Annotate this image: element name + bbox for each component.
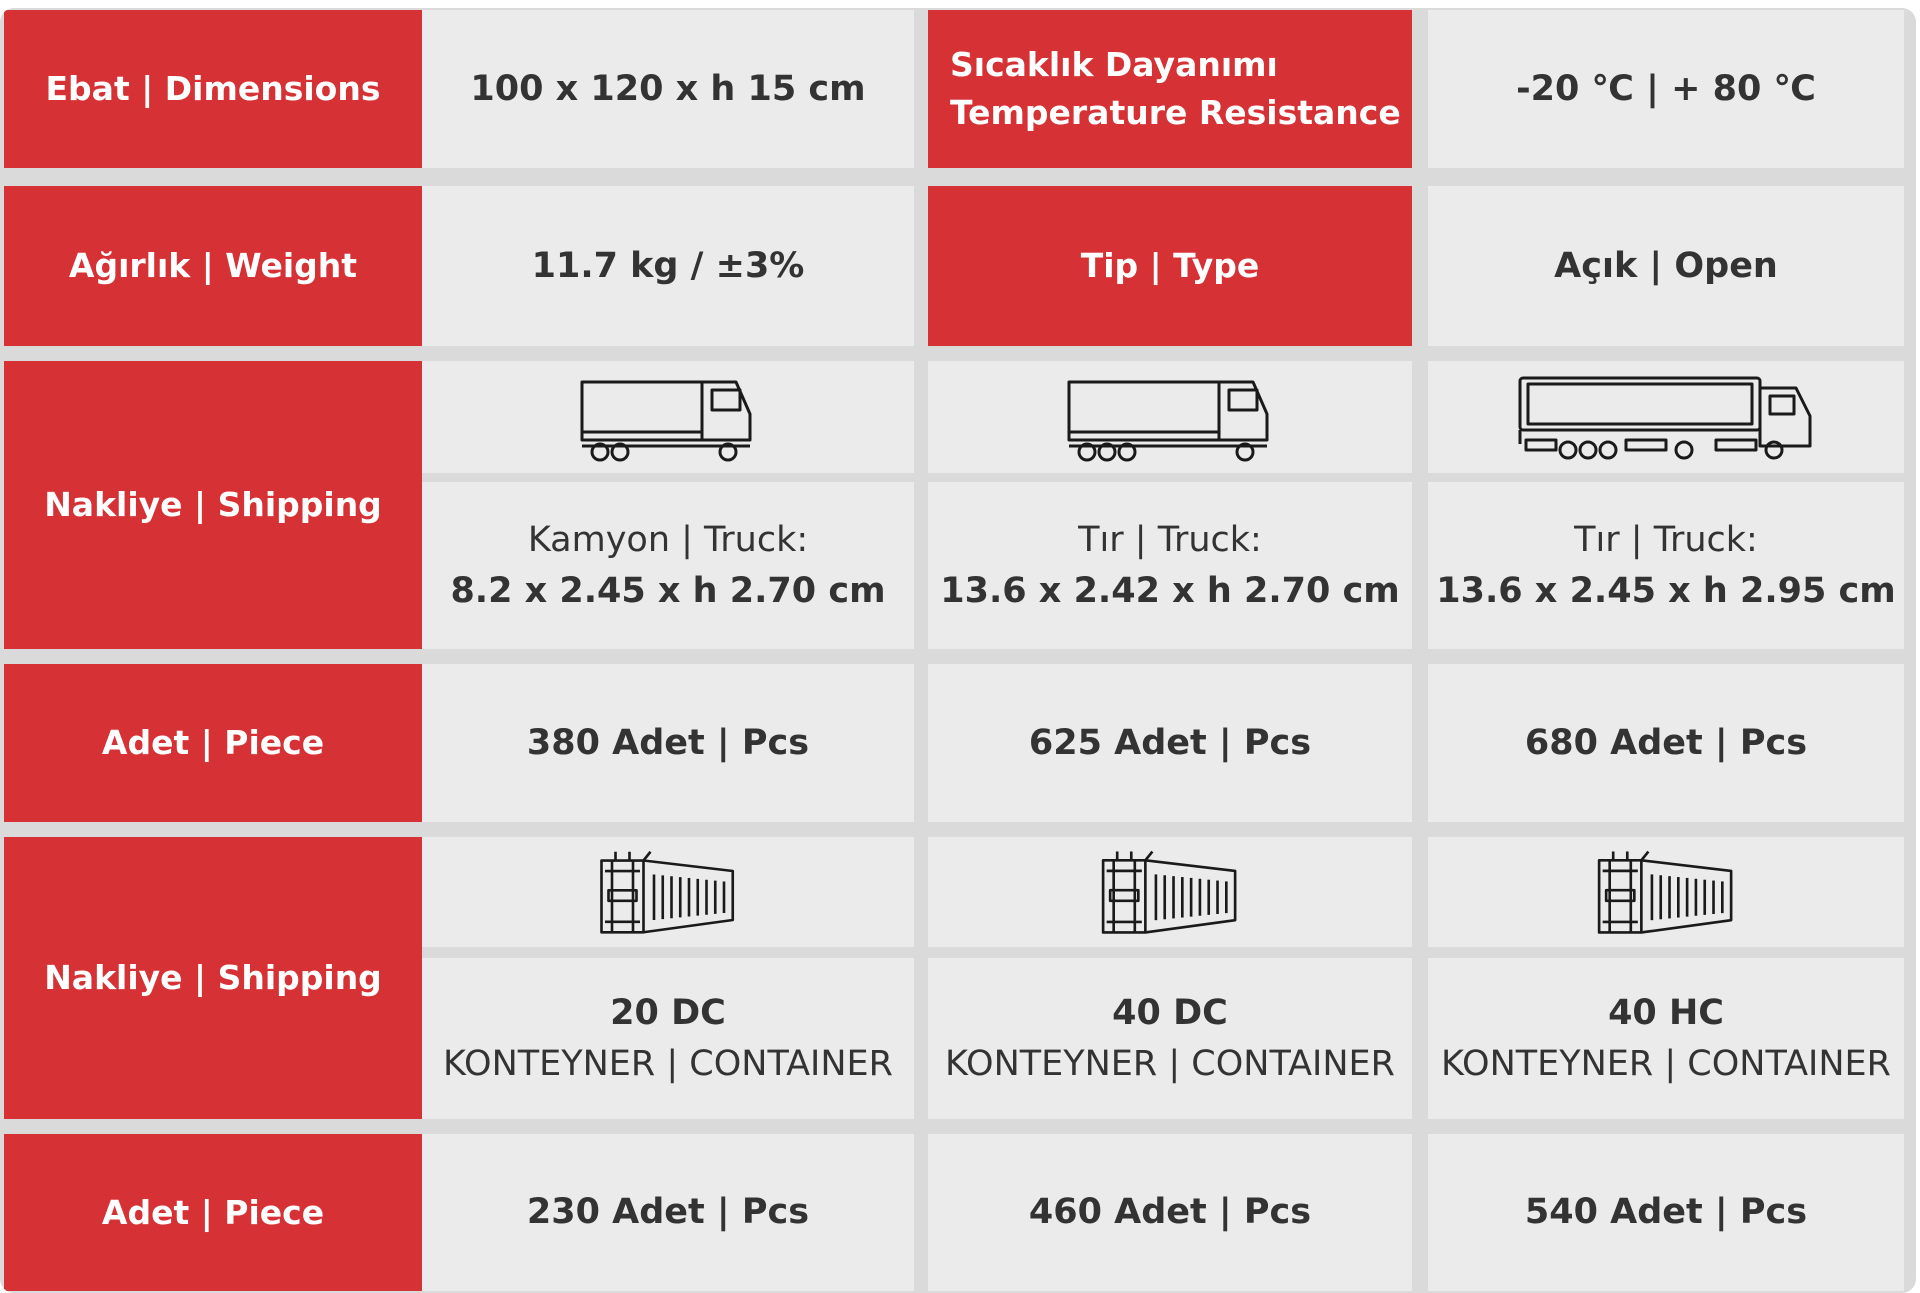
weight-value-text: 11.7 kg / ±3% <box>531 245 805 286</box>
type-label <box>928 186 1412 346</box>
piece-truck-value-3 <box>1428 664 1904 822</box>
dimensions-label <box>4 10 422 168</box>
type-value-text: Açık | Open <box>1554 245 1778 286</box>
dimensions-value-text: 100 x 120 x h 15 cm <box>470 68 866 109</box>
piece-truck-value-2 <box>928 664 1412 822</box>
truck-size: 8.2 x 2.45 x h 2.70 cm <box>450 570 886 611</box>
piece-container-label <box>4 1134 422 1291</box>
piece-count: 460 Adet | Pcs <box>1028 1192 1312 1233</box>
truck-spec-3 <box>1428 482 1904 649</box>
container-icon <box>1092 848 1248 936</box>
truck-spec-1 <box>422 482 914 649</box>
truck-size: 13.6 x 2.42 x h 2.70 cm <box>940 570 1400 611</box>
piece-count: 540 Adet | Pcs <box>1524 1192 1808 1233</box>
truck-icon-cell-3 <box>1428 361 1904 473</box>
truck-name: Kamyon | Truck: <box>527 519 809 560</box>
dimensions-value <box>422 10 914 168</box>
container-spec-3 <box>1428 958 1904 1119</box>
piece-count: 680 Adet | Pcs <box>1524 722 1808 763</box>
temperature-label-line1: Sıcaklık Dayanımı <box>950 45 1278 85</box>
dimensions-label-text: Ebat | Dimensions <box>45 69 381 109</box>
weight-value <box>422 186 914 346</box>
temperature-label-line2: Temperature Resistance <box>950 93 1401 132</box>
piece-truck-label-text: Adet | Piece <box>101 723 325 763</box>
container-name: KONTEYNER | CONTAINER <box>1440 1043 1891 1084</box>
spec-table <box>0 8 1916 1293</box>
container-icon-cell-1 <box>422 837 914 947</box>
piece-container-value-1 <box>422 1134 914 1291</box>
piece-container-value-3 <box>1428 1134 1904 1291</box>
container-type: 40 DC <box>1112 992 1228 1033</box>
container-spec-2 <box>928 958 1412 1119</box>
container-icon <box>598 848 738 936</box>
temperature-value-text: -20 ℃ | + 80 ℃ <box>1516 68 1816 109</box>
truck-name: Tır | Truck: <box>1078 519 1262 560</box>
truck-name: Tır | Truck: <box>1574 519 1758 560</box>
truck-spec-2 <box>928 482 1412 649</box>
piece-count: 625 Adet | Pcs <box>1028 722 1312 763</box>
piece-count: 380 Adet | Pcs <box>526 722 810 763</box>
container-type: 20 DC <box>610 992 726 1033</box>
container-icon-cell-2 <box>928 837 1412 947</box>
truck-icon <box>578 372 758 462</box>
piece-count: 230 Adet | Pcs <box>526 1192 810 1233</box>
shipping-truck-label-text: Nakliye | Shipping <box>44 485 382 525</box>
truck-icon-cell-1 <box>422 361 914 473</box>
truck-icon-cell-2 <box>928 361 1412 473</box>
shipping-container-label <box>4 837 422 1119</box>
weight-label-text: Ağırlık | Weight <box>68 246 358 286</box>
shipping-container-label-text: Nakliye | Shipping <box>44 958 382 998</box>
shipping-truck-label <box>4 361 422 649</box>
container-name: KONTEYNER | CONTAINER <box>442 1043 893 1084</box>
piece-truck-label <box>4 664 422 822</box>
semi-trailer-icon <box>1516 372 1816 462</box>
container-spec-1 <box>422 958 914 1119</box>
truck-3axle-icon <box>1065 372 1275 462</box>
weight-label <box>4 186 422 346</box>
temperature-label <box>928 10 1412 168</box>
container-icon <box>1582 848 1750 936</box>
type-value <box>1428 186 1904 346</box>
piece-truck-value-1 <box>422 664 914 822</box>
container-name: KONTEYNER | CONTAINER <box>944 1043 1395 1084</box>
piece-container-label-text: Adet | Piece <box>101 1192 325 1232</box>
piece-container-value-2 <box>928 1134 1412 1291</box>
container-icon-cell-3 <box>1428 837 1904 947</box>
container-type: 40 HC <box>1608 992 1724 1033</box>
temperature-value <box>1428 10 1904 168</box>
truck-size: 13.6 x 2.45 x h 2.95 cm <box>1436 570 1896 611</box>
type-label-text: Tip | Type <box>1080 246 1260 286</box>
